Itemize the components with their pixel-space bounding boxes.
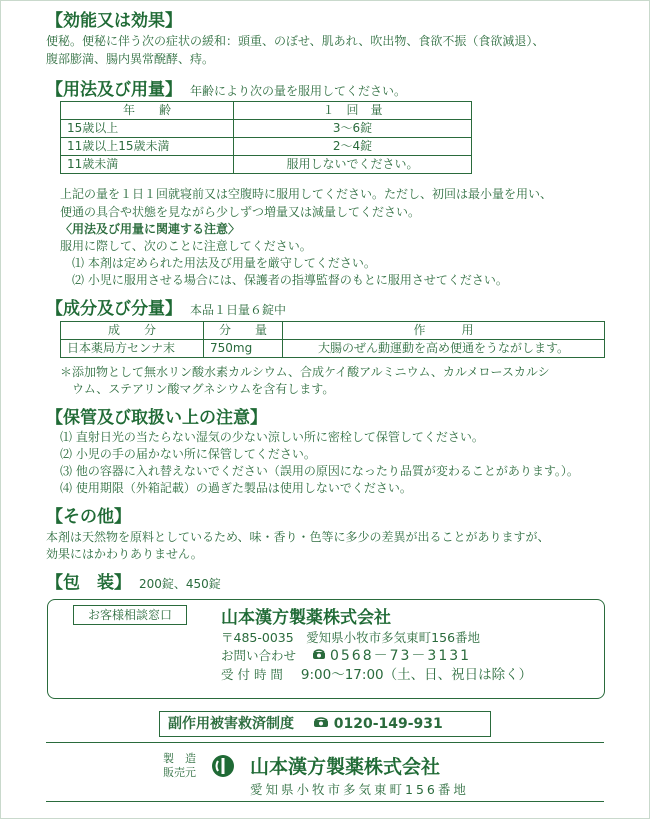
table-cell-amount: 750mg <box>204 340 283 358</box>
customer-consultation-label: お客様相談窓口 <box>73 605 187 625</box>
dosage-caution-heading: 〈用法及び用量に関連する注意〉 <box>60 222 241 236</box>
other-text-line2: 効果にはかわりありません。 <box>46 547 203 561</box>
table-header-cell: １ 回 量 <box>234 102 472 120</box>
contact-hours-label: 受 付 時 間 <box>221 667 283 682</box>
package-heading: 【包 装】 200錠、450錠 <box>46 573 221 593</box>
table-header-row <box>61 102 472 120</box>
divider <box>46 801 604 802</box>
table-header-cell: 年 齢 <box>61 102 234 120</box>
dosage-caution-item: ⑵ 小児に服用させる場合には、保護者の指導監督のもとに服用させてください。 <box>72 273 508 287</box>
storage-item: ⑷ 使用期限（外箱記載）の過ぎた製品は使用しないでください。 <box>60 481 412 495</box>
ingredients-subheading: 本品１日量６錠中 <box>190 303 287 317</box>
manufacturer-name: 山本漢方製薬株式会社 <box>250 756 441 778</box>
table-header-cell: 成 分 <box>61 322 204 340</box>
relief-system-box <box>159 711 491 737</box>
contact-company-name: 山本漢方製薬株式会社 <box>221 608 391 628</box>
other-text-line1: 本剤は天然物を原料としているため、味・香り・色等に多少の差異が出ることがありますが、 <box>46 530 550 544</box>
ingredients-table <box>60 321 605 358</box>
dosage-heading: 【用法及び用量】 年齢により次の量を服用してください。 <box>46 80 407 100</box>
other-heading: 【その他】 <box>46 507 131 527</box>
storage-item: ⑵ 小児の手の届かない所に保管してください。 <box>60 447 316 461</box>
table-cell-dose: 3～6錠 <box>234 120 472 138</box>
contact-hours-row <box>221 663 532 683</box>
table-header-cell: 作 用 <box>283 322 605 340</box>
manufacturer-address: 愛知県小牧市多気東町156番地 <box>250 782 469 797</box>
dosage-table <box>60 101 472 174</box>
relief-system-label: 副作用被害救済制度 <box>168 716 294 732</box>
contact-address: 〒485-0035 愛知県小牧市多気東町156番地 <box>221 630 481 645</box>
contact-hours: 9:00～17:00（土、日、祝日は除く） <box>300 667 533 683</box>
storage-item: ⑴ 直射日光の当たらない湿気の少ない涼しい所に密栓して保管してください。 <box>60 430 484 444</box>
contact-phone-row <box>221 645 471 665</box>
additive-line2: ウム、ステアリン酸マグネシウムを含有します。 <box>72 382 335 396</box>
manufacturer-label-line1: 製 造 <box>163 752 196 765</box>
manufacturer-label <box>163 752 196 780</box>
table-cell-dose: 服用しないでください。 <box>234 156 472 174</box>
phone-icon <box>313 716 334 732</box>
dosage-caution-intro: 服用に際して、次のことに注意してください。 <box>60 239 312 253</box>
divider <box>46 742 604 743</box>
table-cell-action: 大腸のぜん動運動を高め便通をうながします。 <box>283 340 605 358</box>
table-header-row <box>61 322 605 340</box>
table-row <box>61 120 472 138</box>
dosage-caution-item: ⑴ 本剤は定められた用法及び用量を厳守してください。 <box>72 256 376 270</box>
company-logo-icon <box>211 754 235 778</box>
table-header-cell: 分 量 <box>204 322 283 340</box>
contact-phone-label: お問い合わせ <box>221 648 297 663</box>
dosage-subheading: 年齢により次の量を服用してください。 <box>190 84 407 98</box>
efficacy-heading: 【効能又は効果】 <box>46 11 182 31</box>
contact-phone-number[interactable]: 0568－73－3131 <box>329 648 472 664</box>
relief-system-phone[interactable]: 0120-149-931 <box>333 716 443 732</box>
table-cell-age: 11歳未満 <box>61 156 234 174</box>
storage-heading: 【保管及び取扱い上の注意】 <box>46 408 267 428</box>
efficacy-text-line1: 便秘。便秘に伴う次の症状の緩和：頭重、のぼせ、肌あれ、吹出物、食欲不振（食欲減退）、 <box>46 34 545 48</box>
efficacy-text-line2: 腹部膨満、腸内異常醗酵、痔。 <box>46 52 215 66</box>
storage-item: ⑶ 他の容器に入れ替えないでください（誤用の原因になったり品質が変わることがあります。）。 <box>60 464 579 478</box>
table-cell-dose: 2～4錠 <box>234 138 472 156</box>
manufacturer-label-line2: 販売元 <box>163 766 196 779</box>
dosage-note-line1: 上記の量を１日１回就寝前又は空腹時に服用してください。ただし、初回は最小量を用い、 <box>60 187 553 201</box>
table-cell-age: 15歳以上 <box>61 120 234 138</box>
dosage-note-line2: 便通の具合や状態を見ながら少しずつ増量又は減量してください。 <box>60 205 421 219</box>
package-value: 200錠、450錠 <box>139 577 221 591</box>
table-row <box>61 340 605 358</box>
table-row <box>61 138 472 156</box>
ingredients-heading: 【成分及び分量】 本品１日量６錠中 <box>46 299 287 319</box>
table-cell-age: 11歳以上15歳未満 <box>61 138 234 156</box>
table-cell-ingredient: 日本薬局方センナ末 <box>61 340 204 358</box>
additive-line1: ＊添加物として無水リン酸水素カルシウム、合成ケイ酸アルミニウム、カルメロースカルシ <box>60 365 550 379</box>
table-row <box>61 156 472 174</box>
phone-icon <box>312 648 330 663</box>
